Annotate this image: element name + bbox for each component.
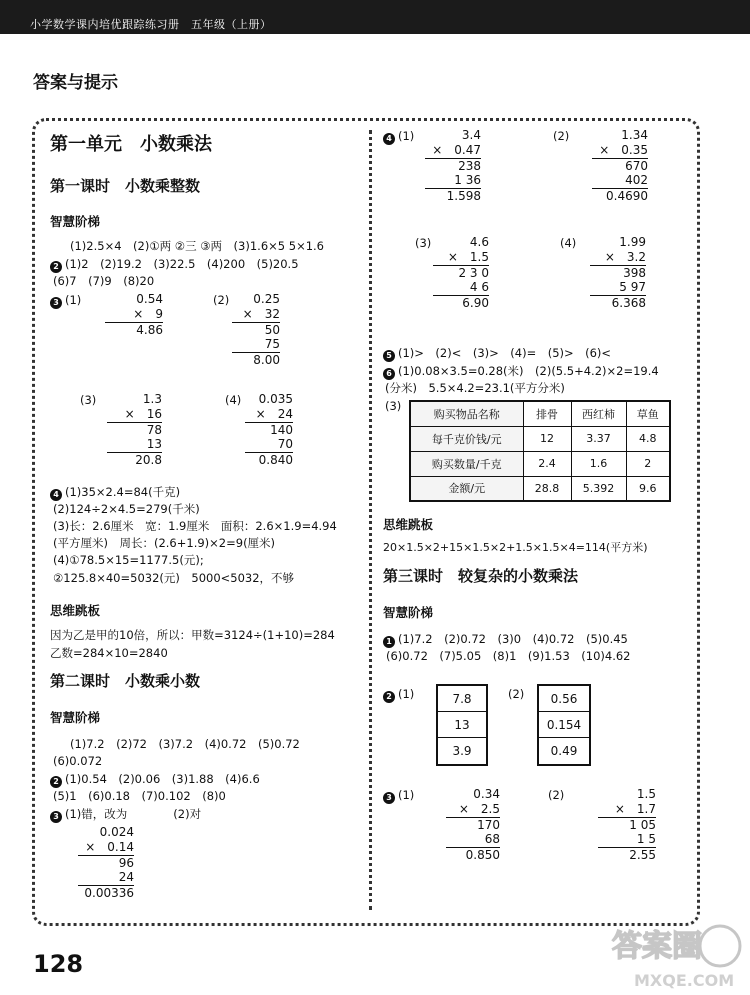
vertical-calc: 1.34 × 0.35 670 402 0.4690 xyxy=(592,128,648,203)
l3-q2-tag2: (2) xyxy=(508,687,525,701)
l1-q3-tag2: (2) xyxy=(213,293,230,307)
unit-title: 第一单元 小数乘法 xyxy=(50,134,212,155)
purchase-table xyxy=(409,400,671,502)
column-divider xyxy=(369,130,372,910)
q-number-badge: 5 xyxy=(383,350,395,362)
answer-box-column: 7.8 13 3.9 xyxy=(436,684,488,766)
vertical-calc: 0.024 × 0.14 96 24 0.00336 xyxy=(78,825,134,900)
lesson1-subhead: 智慧阶梯 xyxy=(50,214,101,229)
l1-q2-line: 2 (1)2 (2)19.2 (3)22.5 (4)200 (5)20.5 xyxy=(50,256,299,273)
l3-q3-tag2: (2) xyxy=(548,788,565,802)
l2-q1-line: (1)7.2 (2)72 (3)7.2 (4)0.72 (5)0.72 xyxy=(70,737,300,751)
vertical-calc: 1.99 × 3.2 398 5 97 6.368 xyxy=(590,235,646,310)
r-q6-line: 6 (1)0.08×3.5=0.28(米) (2)(5.5+4.2)×2=19.4 xyxy=(383,363,659,380)
table-cell: 2.4 xyxy=(523,451,571,476)
l3-q1-line-b: (6)0.72 (7)5.05 (8)1 (9)1.53 (10)4.62 xyxy=(386,649,631,663)
l2-q3-line: 3 (1)错，改为 (2)对 xyxy=(50,806,201,823)
l1-think-line: 因为乙是甲的10倍，所以：甲数=3124÷(1+10)=284 xyxy=(50,628,335,642)
l1-q4-line: (4)①78.5×15=1177.5(元); xyxy=(53,553,204,567)
l3-q1-line: 1 (1)7.2 (2)0.72 (3)0 (4)0.72 (5)0.45 xyxy=(383,631,628,648)
lesson2-subhead: 智慧阶梯 xyxy=(50,710,101,725)
l1-q3-tag4: (4) xyxy=(225,393,242,407)
r-q6-line: (分米) 5.5×4.2=23.1(平方分米) xyxy=(385,381,565,395)
watermark-logo xyxy=(608,918,748,993)
r-think-line: 20×1.5×2+15×1.5×2+1.5×1.5×4=114(平方米) xyxy=(383,541,648,554)
l1-q1-line: (1)2.5×4 (2)①两 ②三 ③两 (3)1.6×5 5×1.6 xyxy=(70,239,324,253)
r-q4-tag3: (3) xyxy=(415,236,432,250)
q-number-badge: 6 xyxy=(383,368,395,380)
r-q6-tag3: (3) xyxy=(385,399,402,413)
l3-q3-tag1: 3 (1) xyxy=(383,787,414,804)
l2-q2-line: 2 (1)0.54 (2)0.06 (3)1.88 (4)6.6 xyxy=(50,771,260,788)
watermark-url: MXQE.COM xyxy=(634,971,735,990)
l1-think-line: 乙数=284×10=2840 xyxy=(50,646,168,660)
q-number-badge: 3 xyxy=(50,811,62,823)
vertical-calc: 1.5 × 1.7 1 05 1 5 2.55 xyxy=(598,787,656,862)
q-number-badge: 3 xyxy=(383,792,395,804)
table-header-cell: 购买物品名称 xyxy=(410,401,523,426)
l1-q3-tag3: (3) xyxy=(80,393,97,407)
vertical-calc: 1.3 × 16 78 13 20.8 xyxy=(107,392,162,467)
table-row xyxy=(410,451,670,476)
l2-q1-line-b: (6)0.072 xyxy=(53,754,103,768)
r-q4-tag2: (2) xyxy=(553,129,570,143)
q-number-badge: 2 xyxy=(383,691,395,703)
l1-q4-line: (3)长：2.6厘米 宽：1.9厘米 面积：2.6×1.9=4.94 xyxy=(53,519,337,533)
l3-q2-tag1: 2 (1) xyxy=(383,686,414,703)
lesson3-subhead: 智慧阶梯 xyxy=(383,605,434,620)
table-header-row xyxy=(410,401,670,426)
table-row xyxy=(410,426,670,451)
watermark-text: 答案圈 xyxy=(612,929,702,964)
r-q4-tag1: 4 (1) xyxy=(383,128,414,145)
answer-box-column: 0.56 0.154 0.49 xyxy=(537,684,591,766)
l1-q2-line-b: (6)7 (7)9 (8)20 xyxy=(53,274,155,288)
table-cell: 5.392 xyxy=(571,476,626,501)
vertical-calc: 0.25 × 32 50 75 8.00 xyxy=(232,292,280,367)
vertical-calc: 4.6 × 1.5 2 3 0 4 6 6.90 xyxy=(433,235,489,310)
table-header-cell: 西红柿 xyxy=(571,401,626,426)
lesson3-title: 第三课时 较复杂的小数乘法 xyxy=(383,567,579,585)
table-row xyxy=(410,476,670,501)
l1-q4-line: (平方厘米) 周长：(2.6+1.9)×2=9(厘米) xyxy=(53,536,276,550)
table-row-label: 购买数量/千克 xyxy=(410,451,523,476)
vertical-calc: 0.54 × 9 4.86 xyxy=(105,292,163,337)
table-row-label: 每千克价钱/元 xyxy=(410,426,523,451)
table-cell: 28.8 xyxy=(523,476,571,501)
table-cell: 12 xyxy=(523,426,571,451)
lesson1-title: 第一课时 小数乘整数 xyxy=(50,177,201,195)
l1-q4-line: ②125.8×40=5032(元) 5000<5032，不够 xyxy=(53,571,295,585)
q-number-badge: 3 xyxy=(50,297,62,309)
q-number-badge: 2 xyxy=(50,261,62,273)
table-cell: 1.6 xyxy=(571,451,626,476)
r-think-title: 思维跳板 xyxy=(383,517,434,532)
table-header-cell: 草鱼 xyxy=(626,401,670,426)
q-number-badge: 2 xyxy=(50,776,62,788)
section-title: 答案与提示 xyxy=(33,73,118,93)
r-q4-tag4: (4) xyxy=(560,236,577,250)
header-bar xyxy=(0,0,750,34)
vertical-calc: 0.34 × 2.5 170 68 0.850 xyxy=(446,787,500,862)
l1-q4-line: (2)124÷2×4.5=279(千米) xyxy=(53,502,200,516)
l1-q4-line: 4 (1)35×2.4=84(千克) xyxy=(50,484,180,501)
l1-q3-tag1: 3 (1) xyxy=(50,292,81,309)
table-cell: 9.6 xyxy=(626,476,670,501)
l1-think-title: 思维跳板 xyxy=(50,603,101,618)
lesson2-title: 第二课时 小数乘小数 xyxy=(50,672,201,690)
vertical-calc: 0.035 × 24 140 70 0.840 xyxy=(245,392,293,467)
q-number-badge: 4 xyxy=(383,133,395,145)
book-title: 小学数学课内培优跟踪练习册 五年级（上册） xyxy=(30,18,272,31)
table-row-label: 金额/元 xyxy=(410,476,523,501)
table-header-cell: 排骨 xyxy=(523,401,571,426)
page-number: 128 xyxy=(33,950,84,978)
table-cell: 3.37 xyxy=(571,426,626,451)
r-q5-line: 5 (1)> (2)< (3)> (4)= (5)> (6)< xyxy=(383,345,611,362)
q-number-badge: 1 xyxy=(383,636,395,648)
q-number-badge: 4 xyxy=(50,489,62,501)
l2-q2-line-b: (5)1 (6)0.18 (7)0.102 (8)0 xyxy=(53,789,226,803)
table-cell: 2 xyxy=(626,451,670,476)
table-cell: 4.8 xyxy=(626,426,670,451)
vertical-calc: 3.4 × 0.47 238 1 36 1.598 xyxy=(425,128,481,203)
